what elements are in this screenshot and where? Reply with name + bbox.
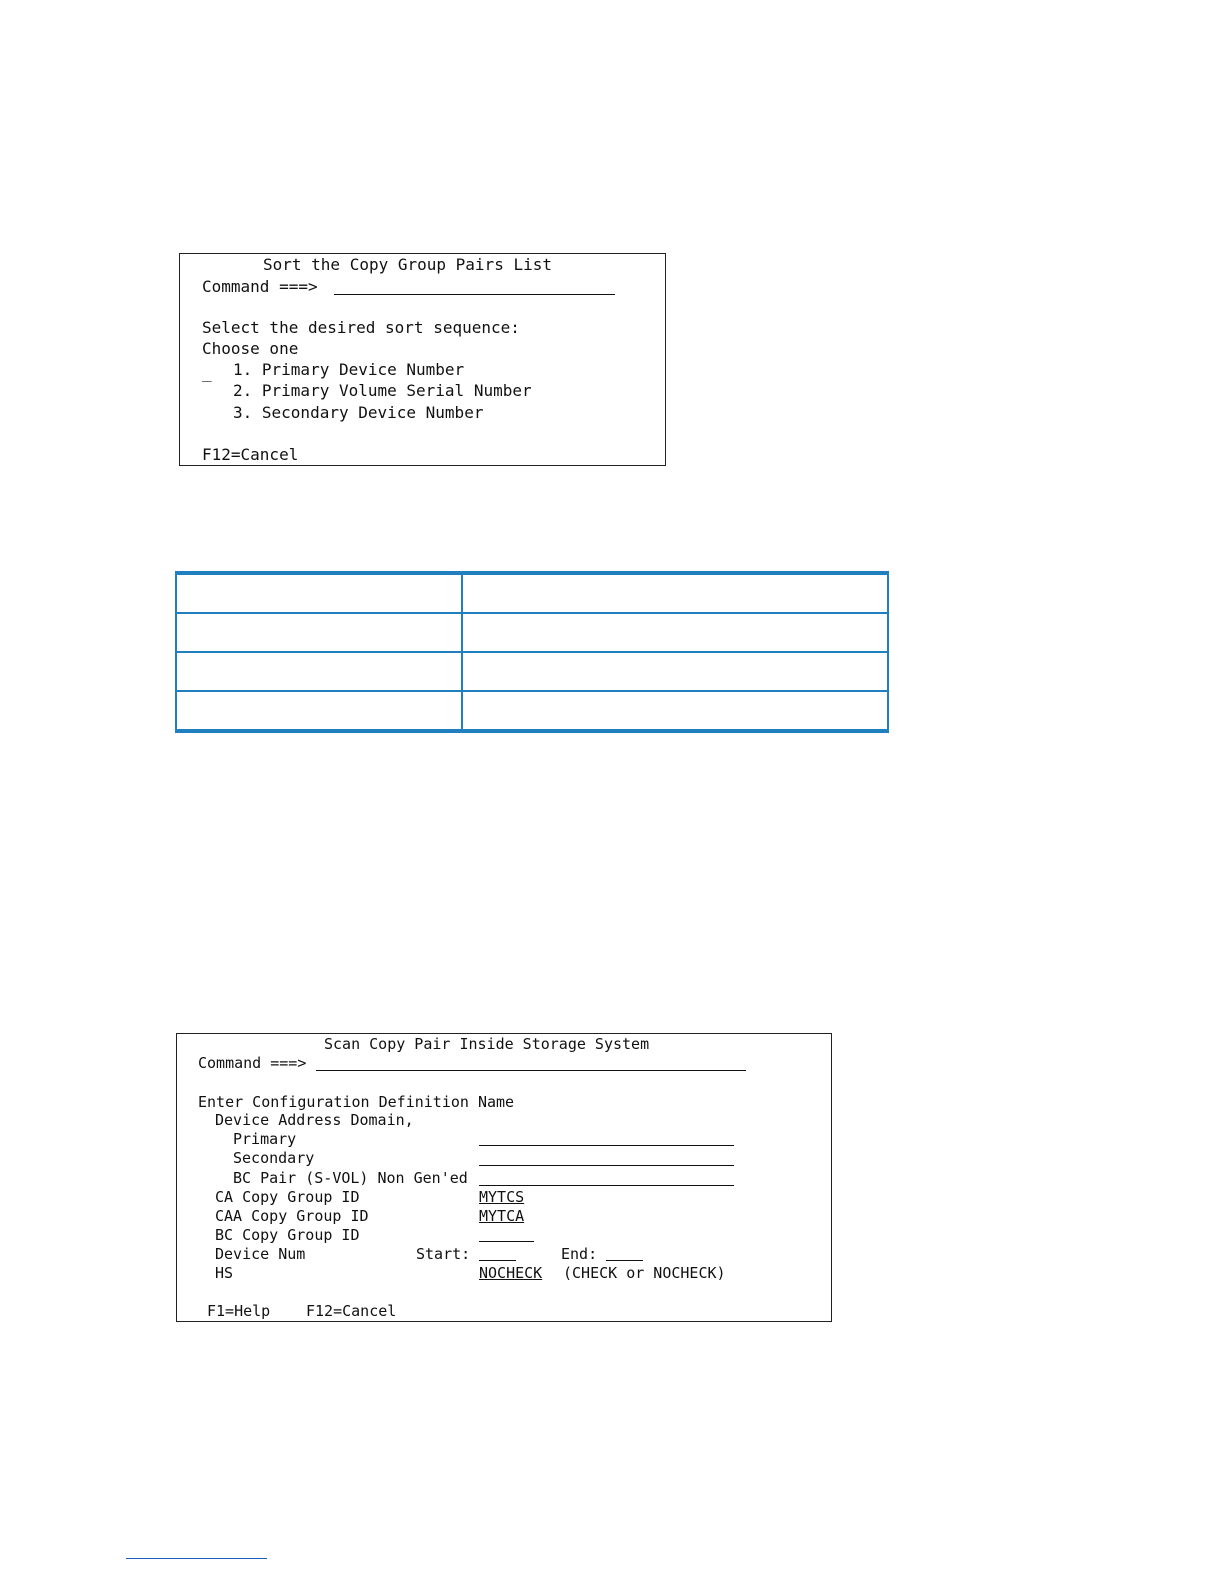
command-input[interactable] xyxy=(334,294,615,295)
bc-pair-input[interactable] xyxy=(479,1185,734,1186)
bc-pair-label: BC Pair (S-VOL) Non Gen'ed xyxy=(233,1169,468,1187)
command-label: Command ===> xyxy=(198,1054,307,1072)
hs-hint: (CHECK or NOCHECK) xyxy=(563,1264,726,1282)
primary-label: Primary xyxy=(233,1130,297,1148)
enter-config-label: Enter Configuration Definition Name xyxy=(198,1093,515,1111)
device-address-domain-label: Device Address Domain, xyxy=(215,1111,414,1129)
scan-copy-pair-panel xyxy=(176,1033,832,1322)
sort-copy-group-pairs-panel xyxy=(179,253,666,466)
secondary-input[interactable] xyxy=(479,1165,734,1166)
ca-copy-group-label: CA Copy Group ID xyxy=(215,1188,360,1206)
end-label: End: xyxy=(561,1245,598,1263)
document-table xyxy=(175,571,889,733)
sort-option-2: 2. Primary Volume Serial Number xyxy=(233,381,532,400)
end-input[interactable] xyxy=(606,1260,643,1261)
table-row xyxy=(176,652,888,691)
choose-label: Choose one xyxy=(202,339,299,358)
hs-input[interactable]: NOCHECK xyxy=(479,1264,543,1282)
command-input[interactable] xyxy=(316,1070,746,1071)
f12-cancel-key[interactable]: F12=Cancel xyxy=(202,445,299,464)
table-row xyxy=(176,613,888,652)
command-label: Command ===> xyxy=(202,277,318,296)
f1-help-key[interactable]: F1=Help xyxy=(207,1302,271,1320)
sort-option-1: 1. Primary Device Number xyxy=(233,360,465,379)
caa-copy-group-label: CAA Copy Group ID xyxy=(215,1207,369,1225)
secondary-label: Secondary xyxy=(233,1149,315,1167)
bc-copy-group-input[interactable] xyxy=(479,1241,534,1242)
sort-option-3: 3. Secondary Device Number xyxy=(233,403,484,422)
f12-cancel-key[interactable]: F12=Cancel xyxy=(306,1302,397,1320)
sort-selection-input[interactable]: _ xyxy=(202,363,212,382)
start-input[interactable] xyxy=(479,1260,516,1261)
table-header-row xyxy=(176,573,888,613)
table-row xyxy=(176,691,888,731)
panel-title: Sort the Copy Group Pairs List xyxy=(263,255,552,274)
footer-link-underline[interactable] xyxy=(126,1558,267,1559)
ca-copy-group-input[interactable]: MYTCS xyxy=(479,1188,525,1206)
hs-label: HS xyxy=(215,1264,234,1282)
bc-copy-group-label: BC Copy Group ID xyxy=(215,1226,360,1244)
panel-title: Scan Copy Pair Inside Storage System xyxy=(324,1035,650,1053)
caa-copy-group-input[interactable]: MYTCA xyxy=(479,1207,525,1225)
primary-input[interactable] xyxy=(479,1145,734,1146)
start-label: Start: xyxy=(416,1245,471,1263)
device-num-label: Device Num xyxy=(215,1245,306,1263)
sort-prompt: Select the desired sort sequence: xyxy=(202,318,520,337)
